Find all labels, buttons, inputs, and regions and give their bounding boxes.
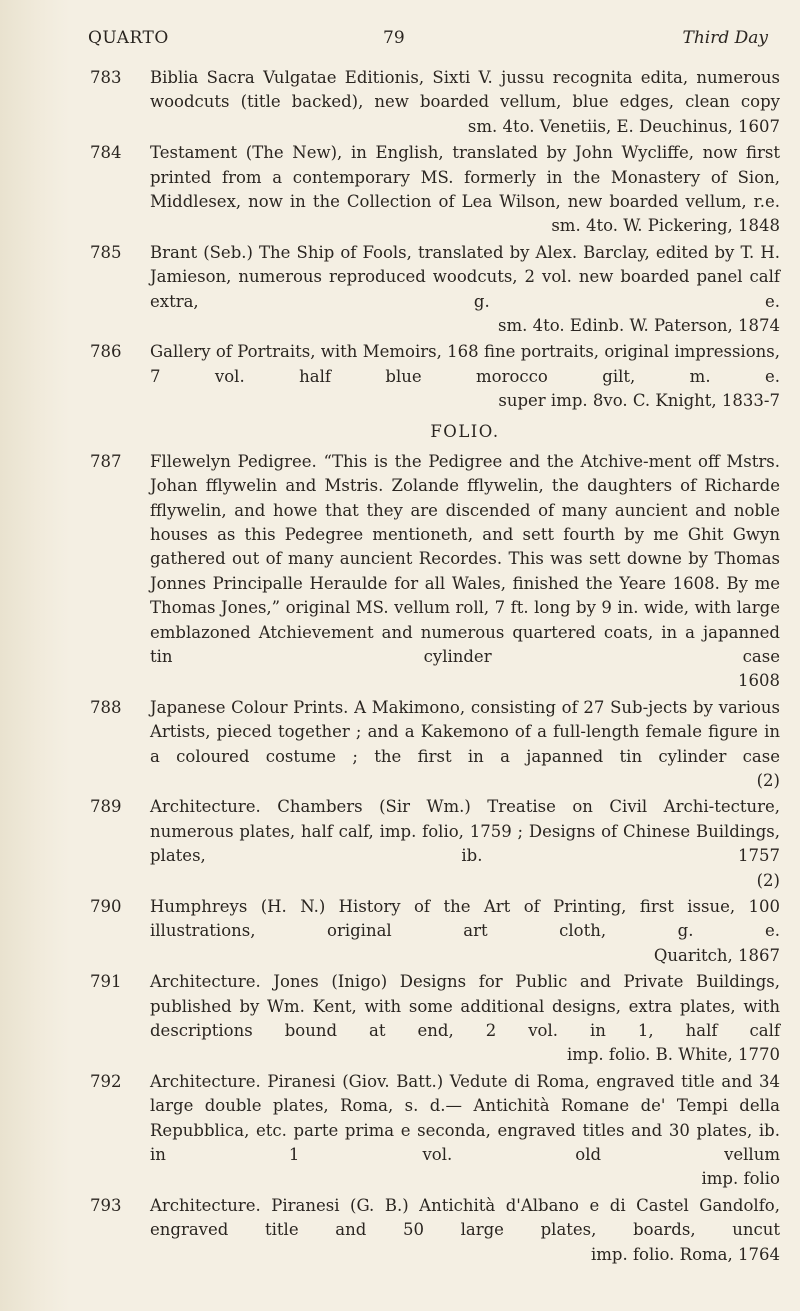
lot-description: Testament (The New), in English, translated by John Wycliffe, now first printed from a contemporary MS. formerly in the Monastery of Sion, Middlesex, now in the Collection of Lea Wilson, new boarded vellum, r.e. [150, 143, 780, 212]
lot-imprint: sm. 4to. Edinb. W. Paterson, 1874 [498, 316, 780, 336]
lot-imprint: Quaritch, 1867 [653, 945, 780, 965]
lot-number: 783 [90, 68, 122, 87]
lot-description: Architecture. Piranesi (G. B.) Antichità d'Albano e di Castel Gandolfo, engraved title and 50 large plates, boards, uncut [150, 1195, 780, 1240]
lot-description: Architecture. Piranesi (Giov. Batt.) Vedute di Roma, engraved title and 34 large double plates, Roma, s. d.— Antichità Romane de' Tempi della Repubblica, etc. parte prima e seconda, engraved titles and 30 plates, ib. in 1 vol. old vellum [150, 1071, 780, 1165]
lot-imprint: sm. 4to. Venetiis, E. Deuchinus, 1607 [467, 116, 780, 136]
page-gutter [0, 0, 70, 1311]
catalogue-entry [90, 340, 780, 413]
lot-description: Fllewelyn Pedigree. “This is the Pedigree and the Atchive-ment off Mstrs. Johan fflywelin and Mstris. Zolande fflywelin, the daughters of Richarde fflywelin, and howe that they are discended of many auncient and noble houses as this Pedegree mentioneth, and sett fourth by me Ghit Gwyn gathered out of many auncient Recordes. This was sett downe by Thomas Jonnes Principalle Heraulde for all Wales, finished the Yeare 1608. By me Thomas Jones,” original MS. vellum roll, 7 ft. long by 9 in. wide, with large emblazoned Atchievement and numerous quartered coats, in a japanned tin cylinder case [150, 451, 780, 666]
lot-number: 788 [90, 697, 122, 717]
lot-imprint: imp. folio. B. White, 1770 [566, 1045, 780, 1065]
lot-description: Brant (Seb.) The Ship of Fools, translated by Alex. Barclay, edited by T. H. Jamieson, numerous reproduced woodcuts, 2 vol. new boarded panel calf extra, g. e. [150, 242, 780, 311]
lot-description: Humphreys (H. N.) History of the Art of Printing, first issue, 100 illustrations, original art cloth, g. e. [150, 897, 780, 941]
lot-number: 790 [90, 897, 122, 916]
lot-number: 793 [90, 1195, 122, 1215]
catalogue-entry [90, 895, 780, 968]
lot-number: 787 [90, 451, 122, 471]
lot-imprint: (2) [756, 870, 780, 890]
lot-number: 792 [90, 1071, 122, 1091]
lot-number: 789 [90, 797, 122, 817]
lot-imprint: (2) [756, 770, 780, 790]
lot-imprint: 1608 [738, 671, 780, 691]
catalogue-entry [90, 1070, 780, 1192]
lot-description: Architecture. Jones (Inigo) Designs for Public and Private Buildings, published by Wm. Kent, with some additional designs, extra plates, with descriptions bound at end, 2 vol. in 1, half calf [150, 972, 780, 1041]
catalogue-entry [90, 1194, 780, 1267]
lot-description: Japanese Colour Prints. A Makimono, consisting of 27 Sub-jects by various Artists, pieced together ; and a Kakemono of a full-length female figure in a coloured costume ; the first in a japanned tin cylinder case [150, 697, 780, 766]
lot-description: Gallery of Portraits, with Memoirs, 168 fine portraits, original impressions, 7 vol. half blue morocco gilt, m. e. [150, 342, 780, 386]
lot-imprint: imp. folio [701, 1169, 780, 1189]
running-header [88, 28, 780, 56]
lot-number: 784 [90, 143, 122, 163]
lot-description: Biblia Sacra Vulgatae Editionis, Sixti V. jussu recognita edita, numerous woodcuts (title backed), new boarded vellum, blue edges, clean copy [150, 68, 780, 112]
section-heading-folio: FOLIO. [430, 421, 500, 441]
header-day: Third Day [682, 28, 768, 48]
catalogue-entry [90, 970, 780, 1068]
lot-number: 791 [90, 972, 122, 992]
catalogue-entry [90, 241, 780, 339]
catalogue-entry [90, 66, 780, 139]
header-format: QUARTO [88, 28, 169, 48]
lot-number: 785 [90, 242, 122, 262]
lot-description: Architecture. Chambers (Sir Wm.) Treatise on Civil Archi-tecture, numerous plates, half calf, imp. folio, 1759 ; Designs of Chinese Buildings, plates, ib. 1757 [150, 797, 780, 866]
catalogue-entry [90, 141, 780, 239]
page-number: 79 [383, 28, 405, 48]
lot-imprint: sm. 4to. W. Pickering, 1848 [551, 216, 780, 236]
lot-number: 786 [90, 342, 122, 362]
catalogue-entry [90, 696, 780, 794]
catalogue-entry [90, 795, 780, 893]
catalogue-listing [90, 66, 780, 1269]
lot-imprint: super imp. 8vo. C. Knight, 1833-7 [498, 391, 780, 411]
catalogue-entry [90, 450, 780, 694]
lot-imprint: imp. folio. Roma, 1764 [590, 1244, 780, 1264]
